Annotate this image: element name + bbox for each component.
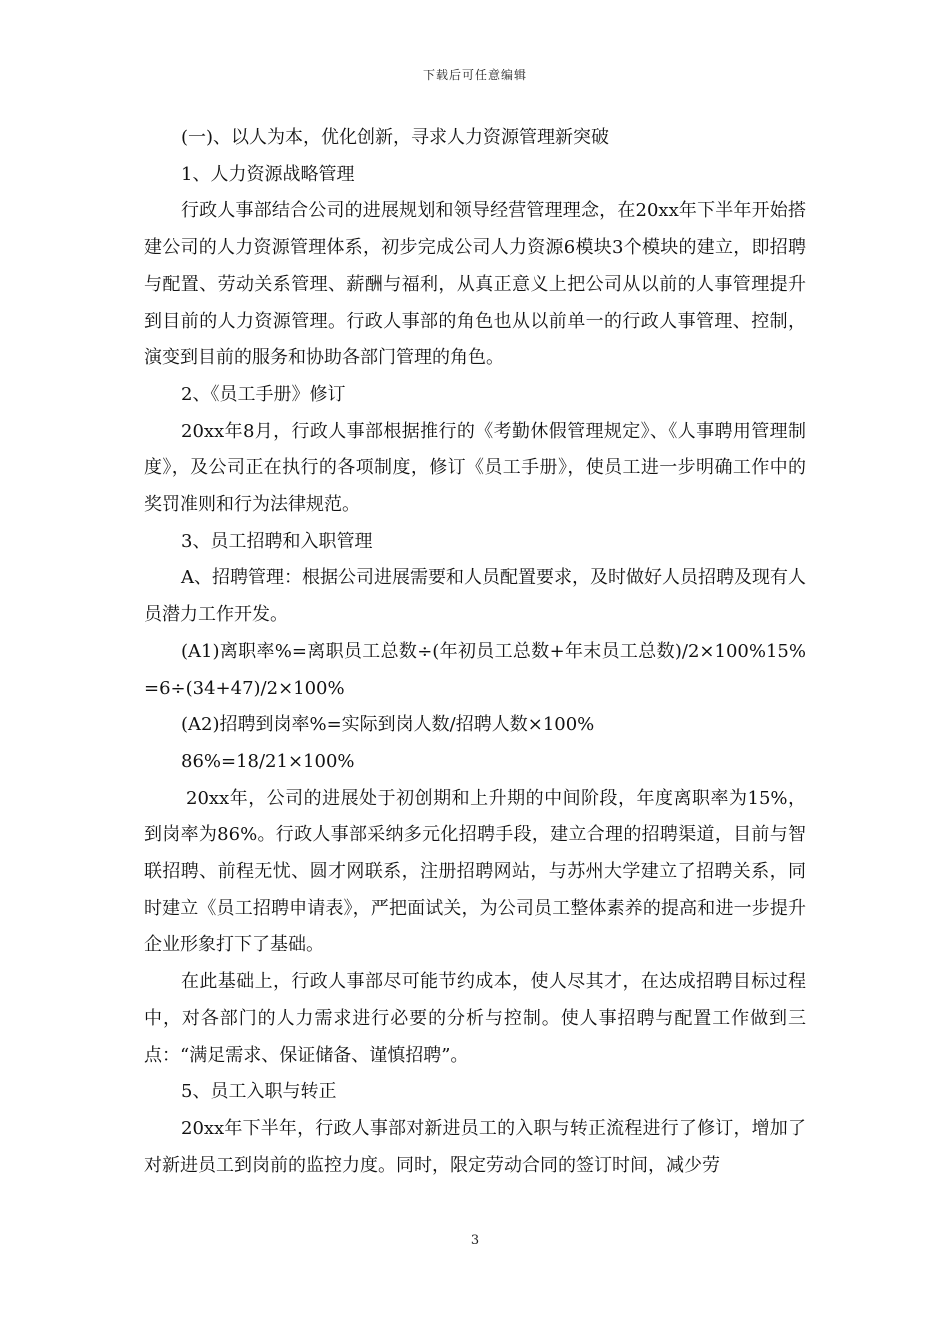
body-paragraph: 在此基础上，行政人事部尽可能节约成本，使人尽其才，在达成招聘目标过程中，对各部门的人力需求进行必要的分析与控制。使人事招聘与配置工作做到三点：“满足需求、保证储备、谨慎招聘”。 <box>144 971 806 1066</box>
subsection-heading: 3、员工招聘和入职管理 <box>181 530 373 552</box>
body-paragraph: 20xx年，公司的进展处于初创期和上升期的中间阶段，年度离职率为15%，到岗率为86%。行政人事部采纳多元化招聘手段，建立合理的招聘渠道，目前与智联招聘、前程无忧、圆才网联系，注册招聘网站，与苏州大学建立了招聘关系，同时建立《员工招聘申请表》，严把面试关，为公司员工整体素养的提高和进一步提升企业形象打下了基础。 <box>144 787 806 956</box>
section-heading: (一)、以人为本，优化创新，寻求人力资源管理新突破 <box>181 127 610 148</box>
formula-line: (A1)离职率%=离职员工总数÷(年初员工总数+年末员工总数)/2×100%15%=6÷(34+47)/2×100% <box>144 640 806 699</box>
document-body <box>144 120 806 1184</box>
body-paragraph: 20xx年8月，行政人事部根据推行的《考勤休假管理规定》、《人事聘用管理制度》，及公司正在执行的各项制度，修订《员工手册》，使员工进一步明确工作中的奖罚准则和行为法律规范。 <box>144 420 806 516</box>
page-header: 下载后可任意编辑 <box>422 68 527 82</box>
subsection-heading: 5、员工入职与转正 <box>181 1081 337 1103</box>
page-number: 3 <box>470 1233 480 1248</box>
subsection-heading: 1、人力资源战略管理 <box>181 163 355 185</box>
subsection-heading: 2、《员工手册》修订 <box>181 383 346 405</box>
formula-line: 86%=18/21×100% <box>181 750 355 772</box>
body-paragraph: 行政人事部结合公司的进展规划和领导经营管理理念，在20xx年下半年开始搭建公司的人力资源管理体系，初步完成公司人力资源6模块3个模块的建立，即招聘与配置、劳动关系管理、薪酬与福利，从真正意义上把公司从以前的人事管理提升到目前的人力资源管理。行政人事部的角色也从以前单一的行政人事管理、控制，演变到目前的服务和协助各部门管理的角色。 <box>144 200 806 369</box>
formula-line: (A2)招聘到岗率%=实际到岗人数/招聘人数×100% <box>181 714 595 736</box>
body-paragraph: A、招聘管理：根据公司进展需要和人员配置要求，及时做好人员招聘及现有人员潜力工作开发。 <box>144 567 806 626</box>
body-paragraph: 20xx年下半年，行政人事部对新进员工的入职与转正流程进行了修订，增加了对新进员工到岗前的监控力度。同时，限定劳动合同的签订时间，减少劳 <box>144 1117 806 1176</box>
